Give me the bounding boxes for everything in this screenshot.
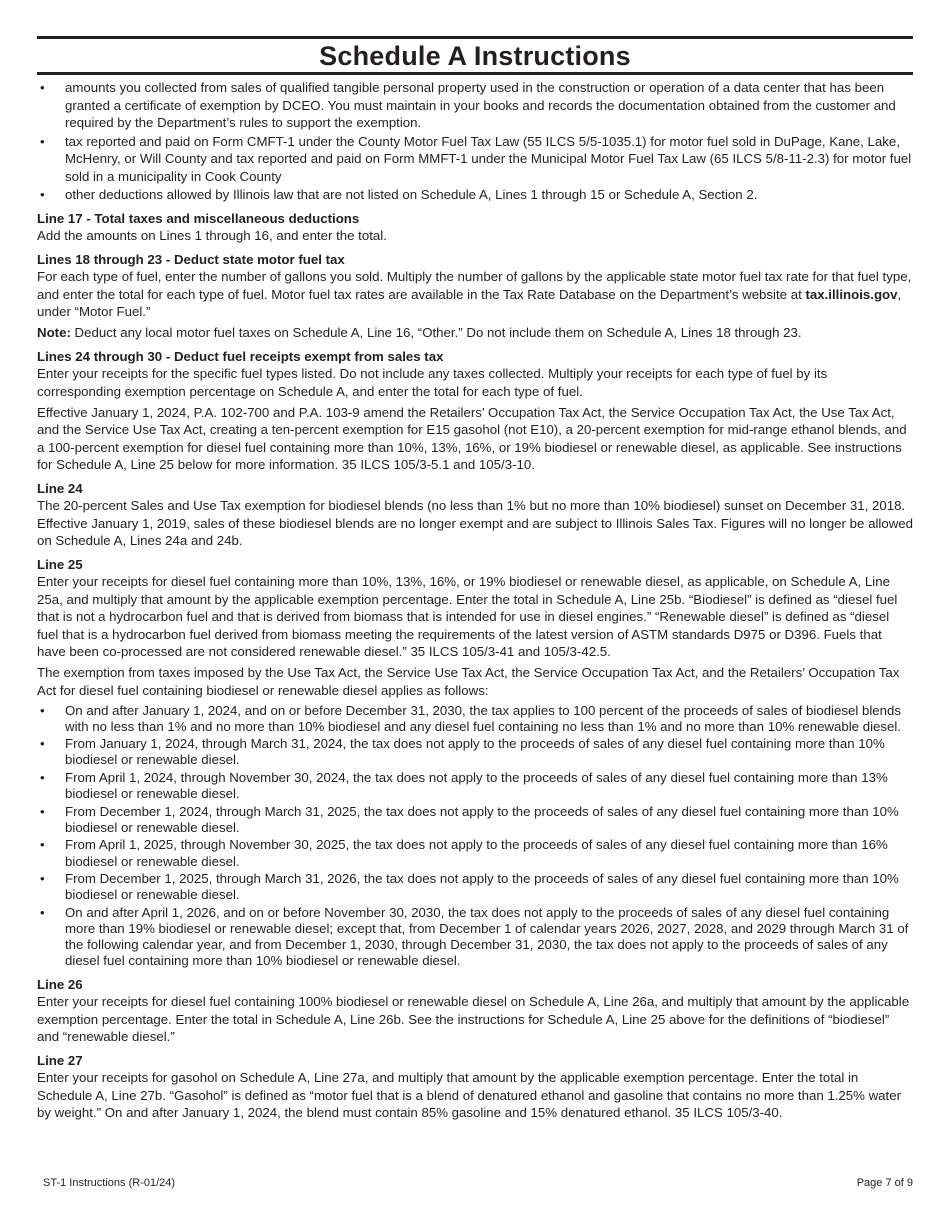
list-item: • tax reported and paid on Form CMFT-1 under the County Motor Fuel Tax Law (55 ILCS 5/5-1035.1) for motor fuel sold in DuPage, Kane, Lake, McHenry, or Will County and tax reported and paid on Form MMFT-1 under the Municipal Motor Fuel Tax Law (65 ILCS 5/8-11-2.3) for motor fuel sold in a municipality in Cook County bbox=[40, 133, 912, 184]
line17-heading: Line 17 - Total taxes and miscellaneous deductions bbox=[37, 210, 360, 226]
bullet-icon: • bbox=[40, 133, 45, 149]
note-label: Note: bbox=[37, 325, 71, 340]
line18-23-note: Note: Deduct any local motor fuel taxes on Schedule A, Line 16, “Other.” Do not include them on Schedule A, Lines 18 through 23. bbox=[37, 325, 802, 340]
list-item: • From April 1, 2025, through November 30, 2025, the tax does not apply to the proceeds of sales of any diesel fuel containing more than 16% biodiesel or renewable diesel. bbox=[40, 837, 888, 869]
list-item: • From April 1, 2024, through November 30, 2024, the tax does not apply to the proceeds of sales of any diesel fuel containing more than 13% biodiesel or renewable diesel. bbox=[40, 769, 888, 802]
line18-23-text: For each type of fuel, enter the number of gallons you sold. Multiply the number of gallons by the applicable state motor fuel tax rate for that fuel type, and enter the total for each type of fuel. Motor fuel tax rates are available in the Tax Rate Database on the Department’s website at tax.illinois.gov, under “Motor Fuel.” bbox=[37, 269, 912, 319]
list-item: • On and after April 1, 2026, and on or before November 30, 2030, the tax does not apply to the proceeds of sales of any diesel fuel containing more than 19% biodiesel or renewable diesel; except that, from December 1 of calendar years 2026, 2027, 2028, and 2029 through March 31 of the following calendar year, and from December 1, 2030, through December 31, 2030, the tax does not apply to the proceeds of sales of any diesel fuel containing more than 10% biodiesel or renewable diesel. bbox=[40, 904, 909, 969]
line18-23-heading: Lines 18 through 23 - Deduct state motor fuel tax bbox=[37, 251, 345, 267]
page-number: Page 7 of 9 bbox=[856, 1177, 913, 1189]
line27-text: Enter your receipts for gasohol on Schedule A, Line 27a, and multiply that amount by the applicable exemption percentage. Enter the total in Schedule A, Line 27b. “Gasohol” is defined as “motor fuel that is a blend of denatured ethanol and gasoline that contains no more than 1.25% water by weight.” On and after January 1, 2024, the blend must contain 85% gasoline and 15% denatured ethanol. 35 ILCS 105/3-40. bbox=[37, 1070, 902, 1121]
bullet-icon: • bbox=[40, 837, 45, 853]
bullet-icon: • bbox=[40, 80, 45, 95]
bullet-icon: • bbox=[40, 769, 45, 785]
line25-bullet-list bbox=[37, 703, 913, 970]
line26-heading: Line 26 bbox=[37, 976, 83, 992]
list-item: • On and after January 1, 2024, and on or before December 31, 2030, the tax applies to 100 percent of the proceeds of sales of biodiesel blends with no less than 1% and no more than 10% biodiesel and any diesel fuel containing no less than 1% and no more than 10% renewable diesel. bbox=[40, 702, 902, 734]
list-item: • other deductions allowed by Illinois law that are not listed on Schedule A, Lines 1 through 15 or Schedule A, Section 2. bbox=[40, 187, 758, 202]
line17-text: Add the amounts on Lines 1 through 16, and enter the total. bbox=[37, 228, 387, 243]
document-page bbox=[37, 36, 913, 1125]
bullet-icon: • bbox=[40, 803, 45, 819]
line24-30-heading: Lines 24 through 30 - Deduct fuel receipts exempt from sales tax bbox=[37, 348, 444, 364]
line26-text: Enter your receipts for diesel fuel containing 100% biodiesel or renewable diesel on Schedule A, Line 26a, and multiply that amount by the applicable exemption percentage. Enter the total in Schedule A, Line 26b. See the instructions for Schedule A, Line 25 above for the definitions of “biodiesel” and “renewable diesel.” bbox=[37, 994, 910, 1045]
line24-text: The 20-percent Sales and Use Tax exemption for biodiesel blends (no less than 1% but no more than 10% biodiesel) sunset on December 31, 2018. Effective January 1, 2019, sales of these biodiesel blends are no longer exempt and are subject to Illinois Sales Tax. Figures will no longer be allowed on Schedule A, Lines 24a and 24b. bbox=[37, 498, 914, 548]
line27-heading: Line 27 bbox=[37, 1052, 83, 1068]
list-item: • amounts you collected from sales of qualified tangible personal property used in the construction or operation of a data center that has been granted a certificate of exemption by DCEO. You must maintain in your books and records the documentation obtained from the customer and required by the Department’s rules to support the exemption. bbox=[40, 80, 896, 130]
page-title: Schedule A Instructions bbox=[319, 41, 631, 71]
website-link[interactable]: tax.illinois.gov bbox=[805, 286, 898, 302]
list-item: • From December 1, 2024, through March 31, 2025, the tax does not apply to the proceeds of sales of any diesel fuel containing more than 10% biodiesel or renewable diesel. bbox=[40, 803, 899, 835]
bullet-icon: • bbox=[40, 736, 45, 752]
header-rule-bottom bbox=[37, 72, 913, 75]
line25-text-2: The exemption from taxes imposed by the Use Tax Act, the Service Use Tax Act, the Service Occupation Tax Act, and the Retailers’ Occupation Tax Act for diesel fuel containing biodiesel or renewable diesel applies as follows: bbox=[37, 665, 900, 698]
header-rule-top bbox=[37, 36, 913, 39]
line25-text-1: Enter your receipts for diesel fuel containing more than 10%, 13%, 16%, or 19% biodiesel or renewable diesel, as applicable, on Schedule A, Line 25a, and multiply that amount by the applicable exemption percentage. Enter the total in Schedule A, Line 25b. “Biodiesel” is defined as “diesel fuel that is not a hydrocarbon fuel and that is derived from biomass that is intended for use in diesel engines.” “Renewable diesel” is defined as “diesel fuel that is a hydrocarbon fuel derived from biomass meeting the requirements of the latest version of ASTM standards D975 or D396. Fuels that have been co-processed are not considered renewable diesel.” 35 ILCS 105/3-41 and 105/3-42.5. bbox=[37, 574, 898, 659]
bullet-icon: • bbox=[40, 871, 45, 887]
form-id: ST-1 Instructions (R-01/24) bbox=[43, 1177, 176, 1189]
line24-30-text-2: Effective January 1, 2024, P.A. 102-700 and P.A. 103-9 amend the Retailers’ Occupation Tax Act, the Service Occupation Tax Act, the Use Tax Act, and the Service Use Tax Act, creating a ten-percent exemption for E15 gasohol (not E10), a 20-percent exemption for mid-range ethanol blends, and a 100-percent exemption for diesel fuel containing more than 10%, 13%, 16%, or 19% biodiesel or renewable diesel, as applicable. See instructions for Schedule A, Line 25 below for more information. 35 ILCS 105/3-5.1 and 105/3-10. bbox=[37, 404, 907, 472]
bullet-icon: • bbox=[40, 187, 45, 202]
bullet-icon: • bbox=[40, 702, 45, 718]
intro-bullet-list bbox=[37, 79, 913, 204]
bullet-icon: • bbox=[40, 904, 45, 920]
list-item: • From December 1, 2025, through March 31, 2026, the tax does not apply to the proceeds of sales of any diesel fuel containing more than 10% biodiesel or renewable diesel. bbox=[40, 871, 899, 903]
list-item: • From January 1, 2024, through March 31, 2024, the tax does not apply to the proceeds of sales of any diesel fuel containing more than 10% biodiesel or renewable diesel. bbox=[40, 736, 885, 768]
line24-30-text-1: Enter your receipts for the specific fuel types listed. Do not include any taxes collected. Multiply your receipts for each type of fuel by its corresponding exemption percentage on Schedule A, and enter the total for each type of fuel. bbox=[37, 366, 828, 399]
line24-heading: Line 24 bbox=[37, 480, 83, 496]
line25-heading: Line 25 bbox=[37, 556, 83, 572]
instructions-body bbox=[37, 79, 913, 1122]
